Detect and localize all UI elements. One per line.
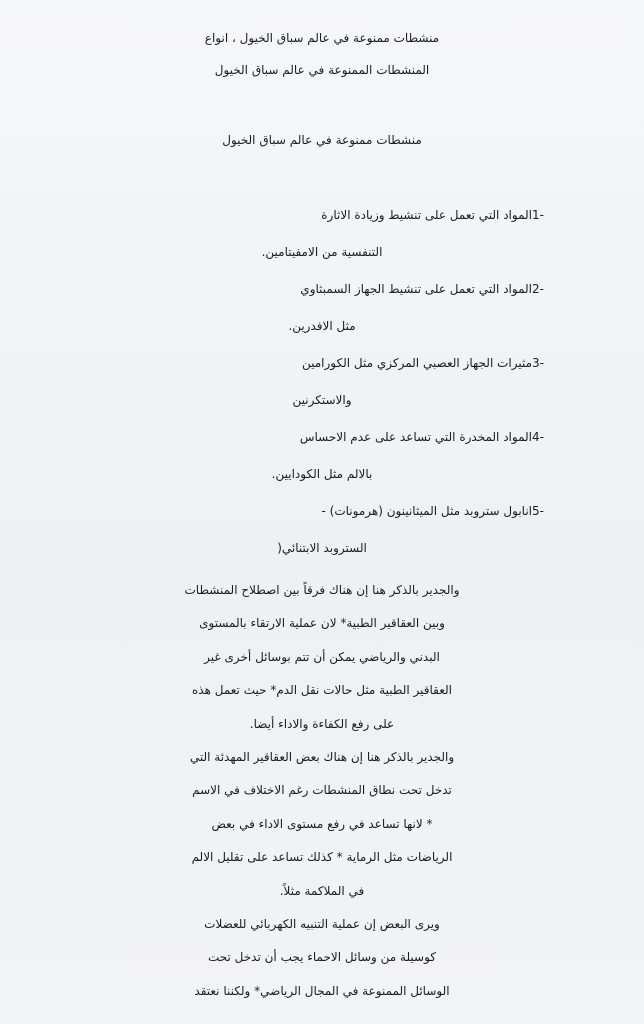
paragraph-line: البدني والرياضي يمكن أن تتم بوسائل أخرى غير <box>204 649 440 664</box>
paragraph-line: والجدير بالذكر هنا إن هناك فرقاً بين اصطلاح المنشطات <box>184 583 460 597</box>
paragraph-line: في الملاكمة مثلاً. <box>279 883 365 898</box>
list-item: -2المواد التي تعمل على تنشيط الجهاز السمبثاوي <box>300 282 544 296</box>
paragraph-line: والجدير بالذكر هنا إن هناك بعض العقاقير المهدئة التي <box>189 749 455 764</box>
paragraph-line: وبين العقاقير الطبية* لان عملية الارتقاء بالمستوى <box>199 616 445 631</box>
document-subtitle <box>40 134 604 156</box>
list-item-continuation: والاستكرنين <box>292 393 352 407</box>
title-line: المنشطات الممنوعة في عالم سباق الخيول <box>214 63 430 77</box>
paragraph-line: ويرى البعض إن عملية التنبيه الكهربائي للعضلات <box>204 916 440 931</box>
paragraph-line: الوسائل الممنوعة في المجال الرياضي* ولكننا نعتقد <box>194 983 450 998</box>
paragraph-line: العقاقير الطبية مثل حالات نقل الدم* حيث تعمل هذه <box>192 683 452 698</box>
paragraph-line: كوسيلة من وسائل الاحماء يجب أن تدخل تحت <box>207 950 437 965</box>
list-item: -1المواد التي تعمل على تنشيط وزيادة الاثارة <box>321 208 544 222</box>
list-item: -5انابول ستروبد مثل الميثانينون (هرمونات) - <box>321 504 544 518</box>
paragraph-line: على رفع الكفاءة والاداء أيضا. <box>249 716 395 731</box>
subtitle-line: منشطات ممنوعة في عالم سباق الخيول <box>222 133 422 147</box>
substance-list <box>20 201 624 571</box>
list-item-continuation: الستروبد الابتنائي( <box>277 541 367 555</box>
list-item-continuation: مثل الافدرين. <box>288 319 356 333</box>
paragraph-line: الرياضات مثل الرماية * كذلك تساعد على تقليل الالم <box>191 850 453 865</box>
list-item-continuation: التنفسية من الامفيتامين. <box>261 245 383 259</box>
paragraph-line: تدخل تحت نطاق المنشطات رغم الاختلاف في الاسم <box>192 783 452 798</box>
body-paragraphs <box>10 575 634 1009</box>
list-item-continuation: بالالم مثل الكودايين. <box>271 467 373 481</box>
list-item: -4المواد المخدرة التي تساعد على عدم الاحساس <box>299 430 544 444</box>
list-item: -3مثيرات الجهاز العصبي المركزي مثل الكورامين <box>301 356 544 370</box>
document-title <box>40 32 604 86</box>
title-line: منشطات ممنوعة في عالم سباق الخيول ، انواع <box>204 31 440 45</box>
paragraph-line: * لانها تساعد في رفع مستوى الاداء في بعض <box>211 816 433 831</box>
